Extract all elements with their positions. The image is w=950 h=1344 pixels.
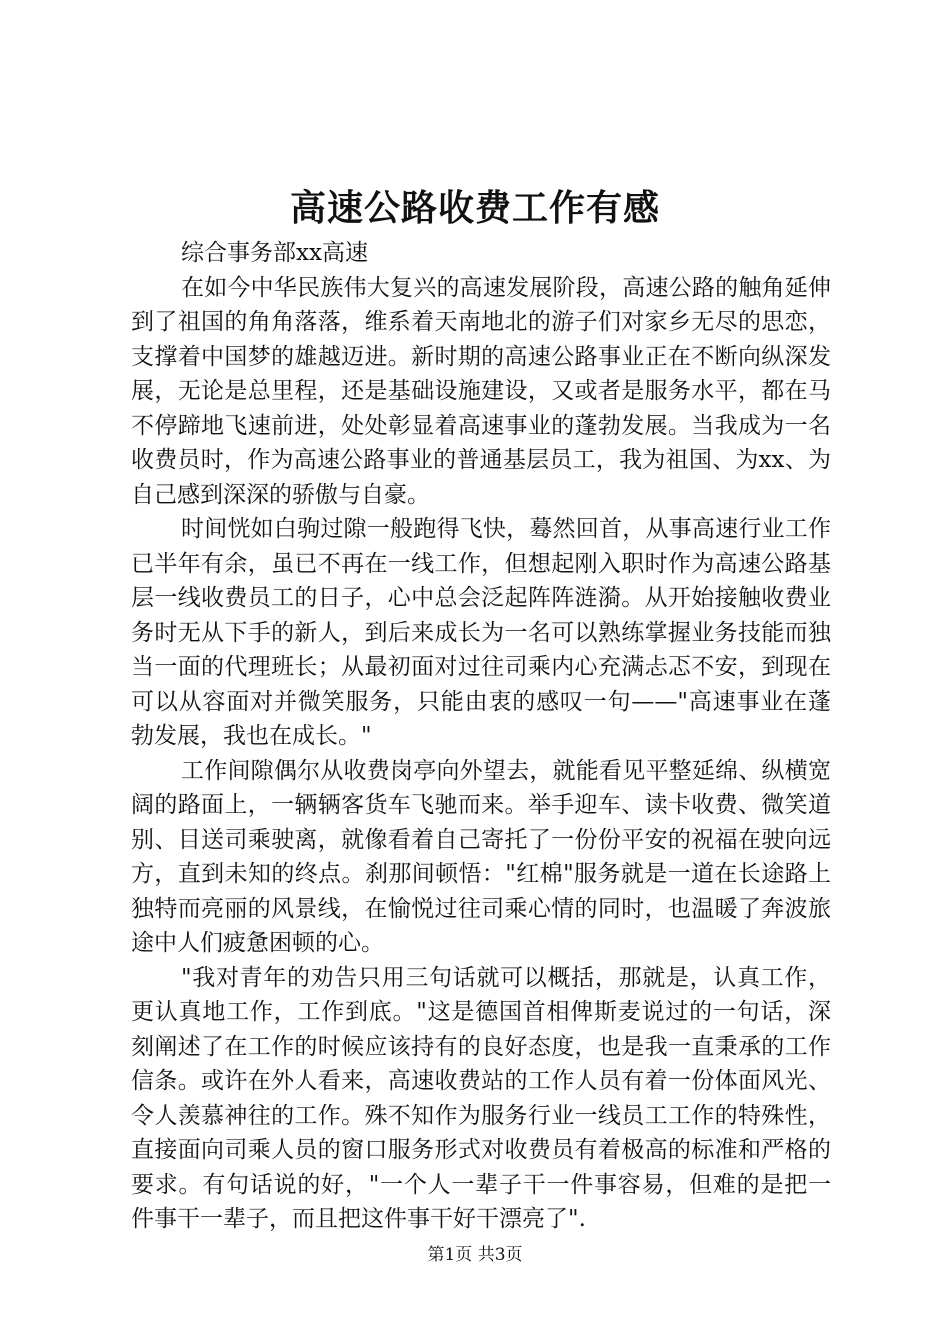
document-body [131,236,831,1237]
author-line: 综合事务部xx高速 [181,240,368,266]
paragraph-3: 工作间隙偶尔从收费岗亭向外望去，就能看见平整延绵、纵横宽阔的路面上，一辆辆客货车飞驰而来。举手迎车、读卡收费、微笑道别、目送司乘驶离，就像看着自己寄托了一份份平安的祝福在驶向远方，直到未知的终点。刹那间顿悟："红棉"服务就是一道在长途路上独特而亮丽的风景线，在愉悦过往司乘心情的同时，也温暖了奔波旅途中人们疲惫困顿的心。 [131,757,831,956]
paragraph-1: 在如今中华民族伟大复兴的高速发展阶段，高速公路的触角延伸到了祖国的角角落落，维系着天南地北的游子们对家乡无尽的思恋，支撑着中国梦的雄越迈进。新时期的高速公路事业正在不断向纵深发展，无论是总里程，还是基础设施建设，又或者是服务水平，都在马不停蹄地飞速前进，处处彰显着高速事业的蓬勃发展。当我成为一名收费员时，作为高速公路事业的普通基层员工，我为祖国、为xx、为自己感到深深的骄傲与自豪。 [131,274,831,508]
page-footer: 第1页 共3页 [427,1245,523,1265]
paragraph-4: "我对青年的劝告只用三句话就可以概括，那就是，认真工作，更认真地工作，工作到底。"这是德国首相俾斯麦说过的一句话，深刻阐述了在工作的时候应该持有的良好态度，也是我一直秉承的工作信条。或许在外人看来，高速收费站的工作人员有着一份体面风光、令人羡慕神往的工作。殊不知作为服务行业一线员工工作的特殊性，直接面向司乘人员的窗口服务形式对收费员有着极高的标准和严格的要求。有句话说的好，"一个人一辈子干一件事容易，但难的是把一件事干一辈子，而且把这件事干好干漂亮了". [131,964,831,1232]
document-title: 高速公路收费工作有感 [289,187,660,229]
paragraph-2: 时间恍如白驹过隙一般跑得飞快，蓦然回首，从事高速行业工作已半年有余，虽已不再在一线工作，但想起刚入职时作为高速公路基层一线收费员工的日子，心中总会泛起阵阵涟漪。从开始接触收费业务时无从下手的新人，到后来成长为一名可以熟练掌握业务技能而独当一面的代理班长；从最初面对过往司乘内心充满忐忑不安，到现在可以从容面对并微笑服务，只能由衷的感叹一句——"高速事业在蓬勃发展，我也在成长。" [131,516,831,749]
